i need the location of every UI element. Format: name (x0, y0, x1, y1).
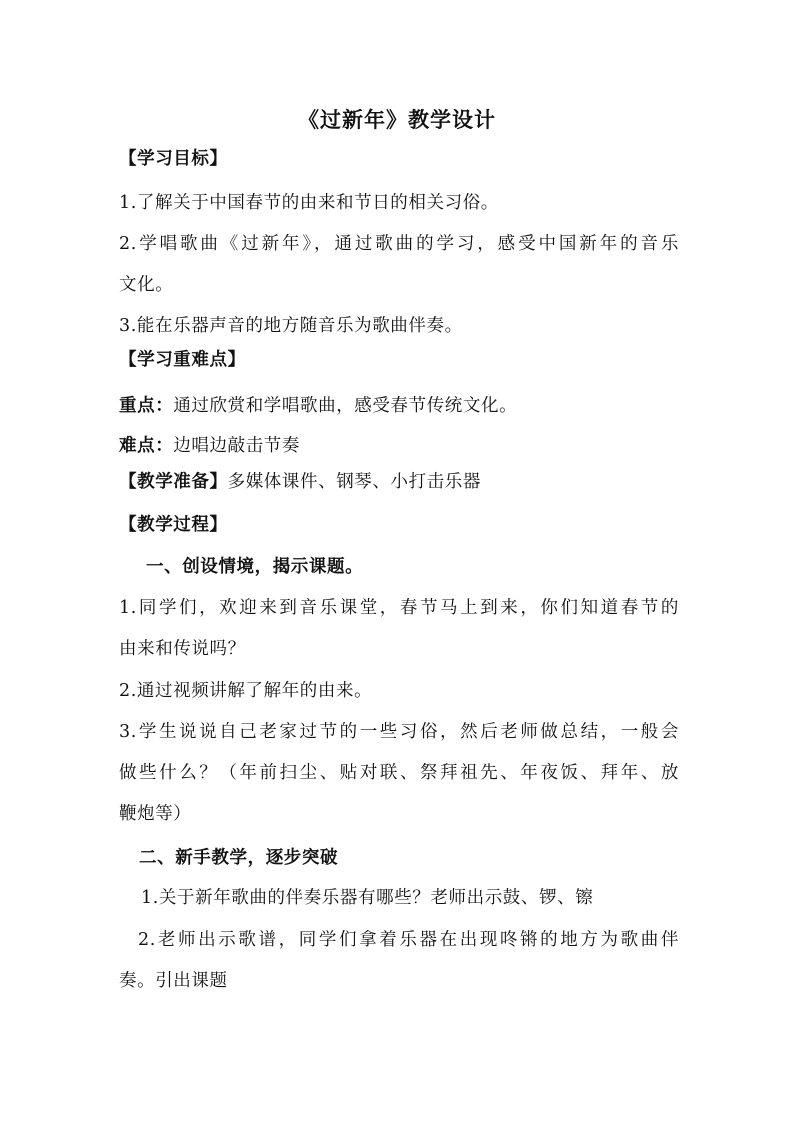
difficulty-line (119, 434, 679, 458)
section1-line-1: 1.同学们，欢迎来到音乐课堂，春节马上到来，你们知道春节的 (119, 598, 679, 618)
section1-line-5: 做些什么？（年前扫尘、贴对联、祭拜祖先、年夜饭、拜年、放 (119, 763, 679, 783)
key-points-heading: 【学习重难点】 (119, 350, 246, 370)
section1-line-3: 2.通过视频讲解了解年的由来。 (119, 681, 373, 701)
section1-line-4: 3.学生说说自己老家过节的一些习俗，然后老师做总结，一般会 (119, 722, 679, 742)
objective-item-2-continued: 文化。 (119, 275, 174, 295)
section1-line-2: 由来和传说吗？ (119, 639, 246, 659)
focus-text: 通过欣赏和学唱歌曲，感受春节传统文化。 (173, 396, 518, 416)
section1-line-6: 鞭炮等） (119, 804, 192, 824)
difficulty-text: 边唱边敲击节奏 (173, 436, 301, 456)
section2-line-3: 奏。引出课题 (119, 971, 228, 991)
focus-label: 重点： (119, 396, 174, 416)
objective-item-2: 2.学唱歌曲《过新年》，通过歌曲的学习，感受中国新年的音乐 (119, 234, 679, 254)
objectives-heading: 【学习目标】 (119, 149, 228, 169)
section2-heading: 二、新手教学，逐步突破 (139, 848, 339, 868)
section1-heading: 一、创设情境，揭示课题。 (146, 557, 364, 577)
objective-item-3: 3.能在乐器声音的地方随音乐为歌曲伴奏。 (119, 316, 463, 336)
section2-line-2: 2.老师出示歌谱，同学们拿着乐器在出现咚锵的地方为歌曲伴 (138, 930, 679, 950)
focus-line (119, 394, 679, 418)
preparation-line (119, 470, 679, 494)
process-heading: 【教学过程】 (119, 515, 228, 535)
section2-line-1: 1.关于新年歌曲的伴奏乐器有哪些？老师出示鼓、锣、镲 (141, 888, 594, 908)
difficulty-label: 难点： (119, 436, 174, 456)
preparation-text: 多媒体课件、钢琴、小打击乐器 (227, 472, 482, 492)
document-title: 《过新年》教学设计 (298, 107, 496, 132)
preparation-heading: 【教学准备】 (119, 472, 228, 492)
objective-item-1: 1.了解关于中国春节的由来和节日的相关习俗。 (119, 193, 499, 213)
